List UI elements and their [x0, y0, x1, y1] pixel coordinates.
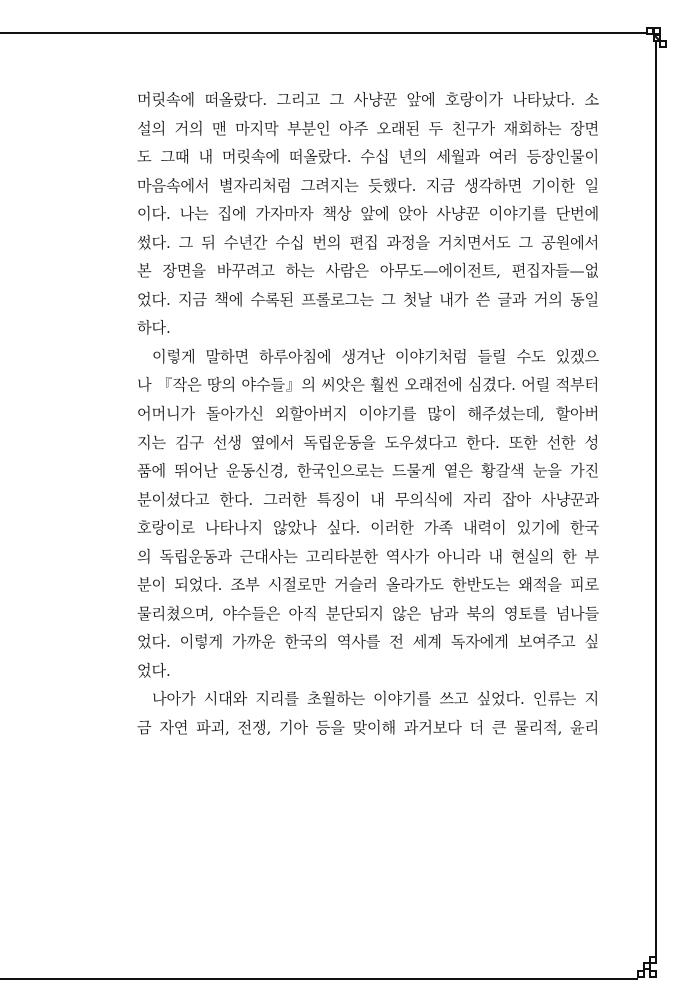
text-line: 분이 되었다. 조부 시절로만 거슬러 올라가도 한반도는 왜적을 피로: [137, 576, 599, 595]
text-line: 었다. 지금 책에 수록된 프롤로그는 그 첫날 내가 쓴 글과 거의 동일: [137, 290, 599, 309]
body-text: [137, 86, 599, 743]
text-line: 어머니가 돌아가신 외할아버지 이야기를 많이 해주셨는데, 할아버: [137, 405, 599, 424]
text-line: 썼다. 그 뒤 수년간 수십 번의 편집 과정을 거치면서도 그 공원에서: [137, 233, 599, 252]
frame-bottom-border: [0, 978, 638, 980]
text-line: 의 독립운동과 근대사는 고리타분한 역사가 아니라 내 현실의 한 부: [137, 547, 599, 566]
text-line: 설의 거의 맨 마지막 부분인 아주 오래된 두 친구가 재회하는 장면: [137, 119, 599, 138]
text-line: 이렇게 말하면 하루아침에 생겨난 이야기처럼 들릴 수도 있겠으: [152, 347, 599, 366]
text-line: 분이셨다고 한다. 그러한 특징이 내 무의식에 자리 잡아 사냥꾼과: [137, 490, 599, 509]
text-line: 품에 뛰어난 운동신경, 한국인으로는 드물게 옅은 황갈색 눈을 가진: [137, 462, 599, 481]
text-line: 하다.: [137, 319, 171, 338]
key-fret-corner-icon: [638, 26, 668, 52]
text-line: 지는 김구 선생 옆에서 독립운동을 도우셨다고 한다. 또한 선한 성: [137, 433, 599, 452]
text-line: 금 자연 파괴, 전쟁, 기아 등을 맞이해 과거보다 더 큰 물리적, 윤리: [137, 719, 599, 738]
text-line: 본 장면을 바꾸려고 하는 사람은 아무도—에이전트, 편집자들—없: [137, 262, 599, 281]
text-line: 었다.: [137, 661, 171, 680]
text-line: 나 『작은 땅의 야수들』의 씨앗은 훨씬 오래전에 심겼다. 어릴 적부터: [137, 376, 599, 395]
text-line: 호랑이로 나타나지 않았나 싶다. 이러한 가족 내력이 있기에 한국: [137, 519, 599, 538]
paragraph: [137, 343, 599, 686]
text-line: 머릿속에 떠올랐다. 그리고 그 사냥꾼 앞에 호랑이가 나타났다. 소: [137, 91, 599, 109]
text-line: 도 그때 내 머릿속에 떠올랐다. 수십 년의 세월과 여러 등장인물이: [137, 148, 599, 167]
text-line: 나아가 시대와 지리를 초월하는 이야기를 쓰고 싶었다. 인류는 지: [152, 690, 599, 709]
text-line: 이다. 나는 집에 가자마자 책상 앞에 앉아 사냥꾼 이야기를 단번에: [137, 205, 599, 224]
key-fret-corner-icon: [636, 956, 662, 982]
frame-right-border: [655, 50, 657, 958]
paragraph: [137, 685, 599, 742]
frame-top-border: [0, 32, 646, 34]
text-line: 마음속에서 별자리처럼 그려지는 듯했다. 지금 생각하면 기이한 일: [137, 176, 599, 195]
text-line: 물리쳤으며, 야수들은 아직 분단되지 않은 남과 북의 영토를 넘나들: [137, 604, 599, 623]
paragraph: [137, 86, 599, 343]
text-line: 었다. 이렇게 가까운 한국의 역사를 전 세계 독자에게 보여주고 싶: [137, 633, 599, 652]
